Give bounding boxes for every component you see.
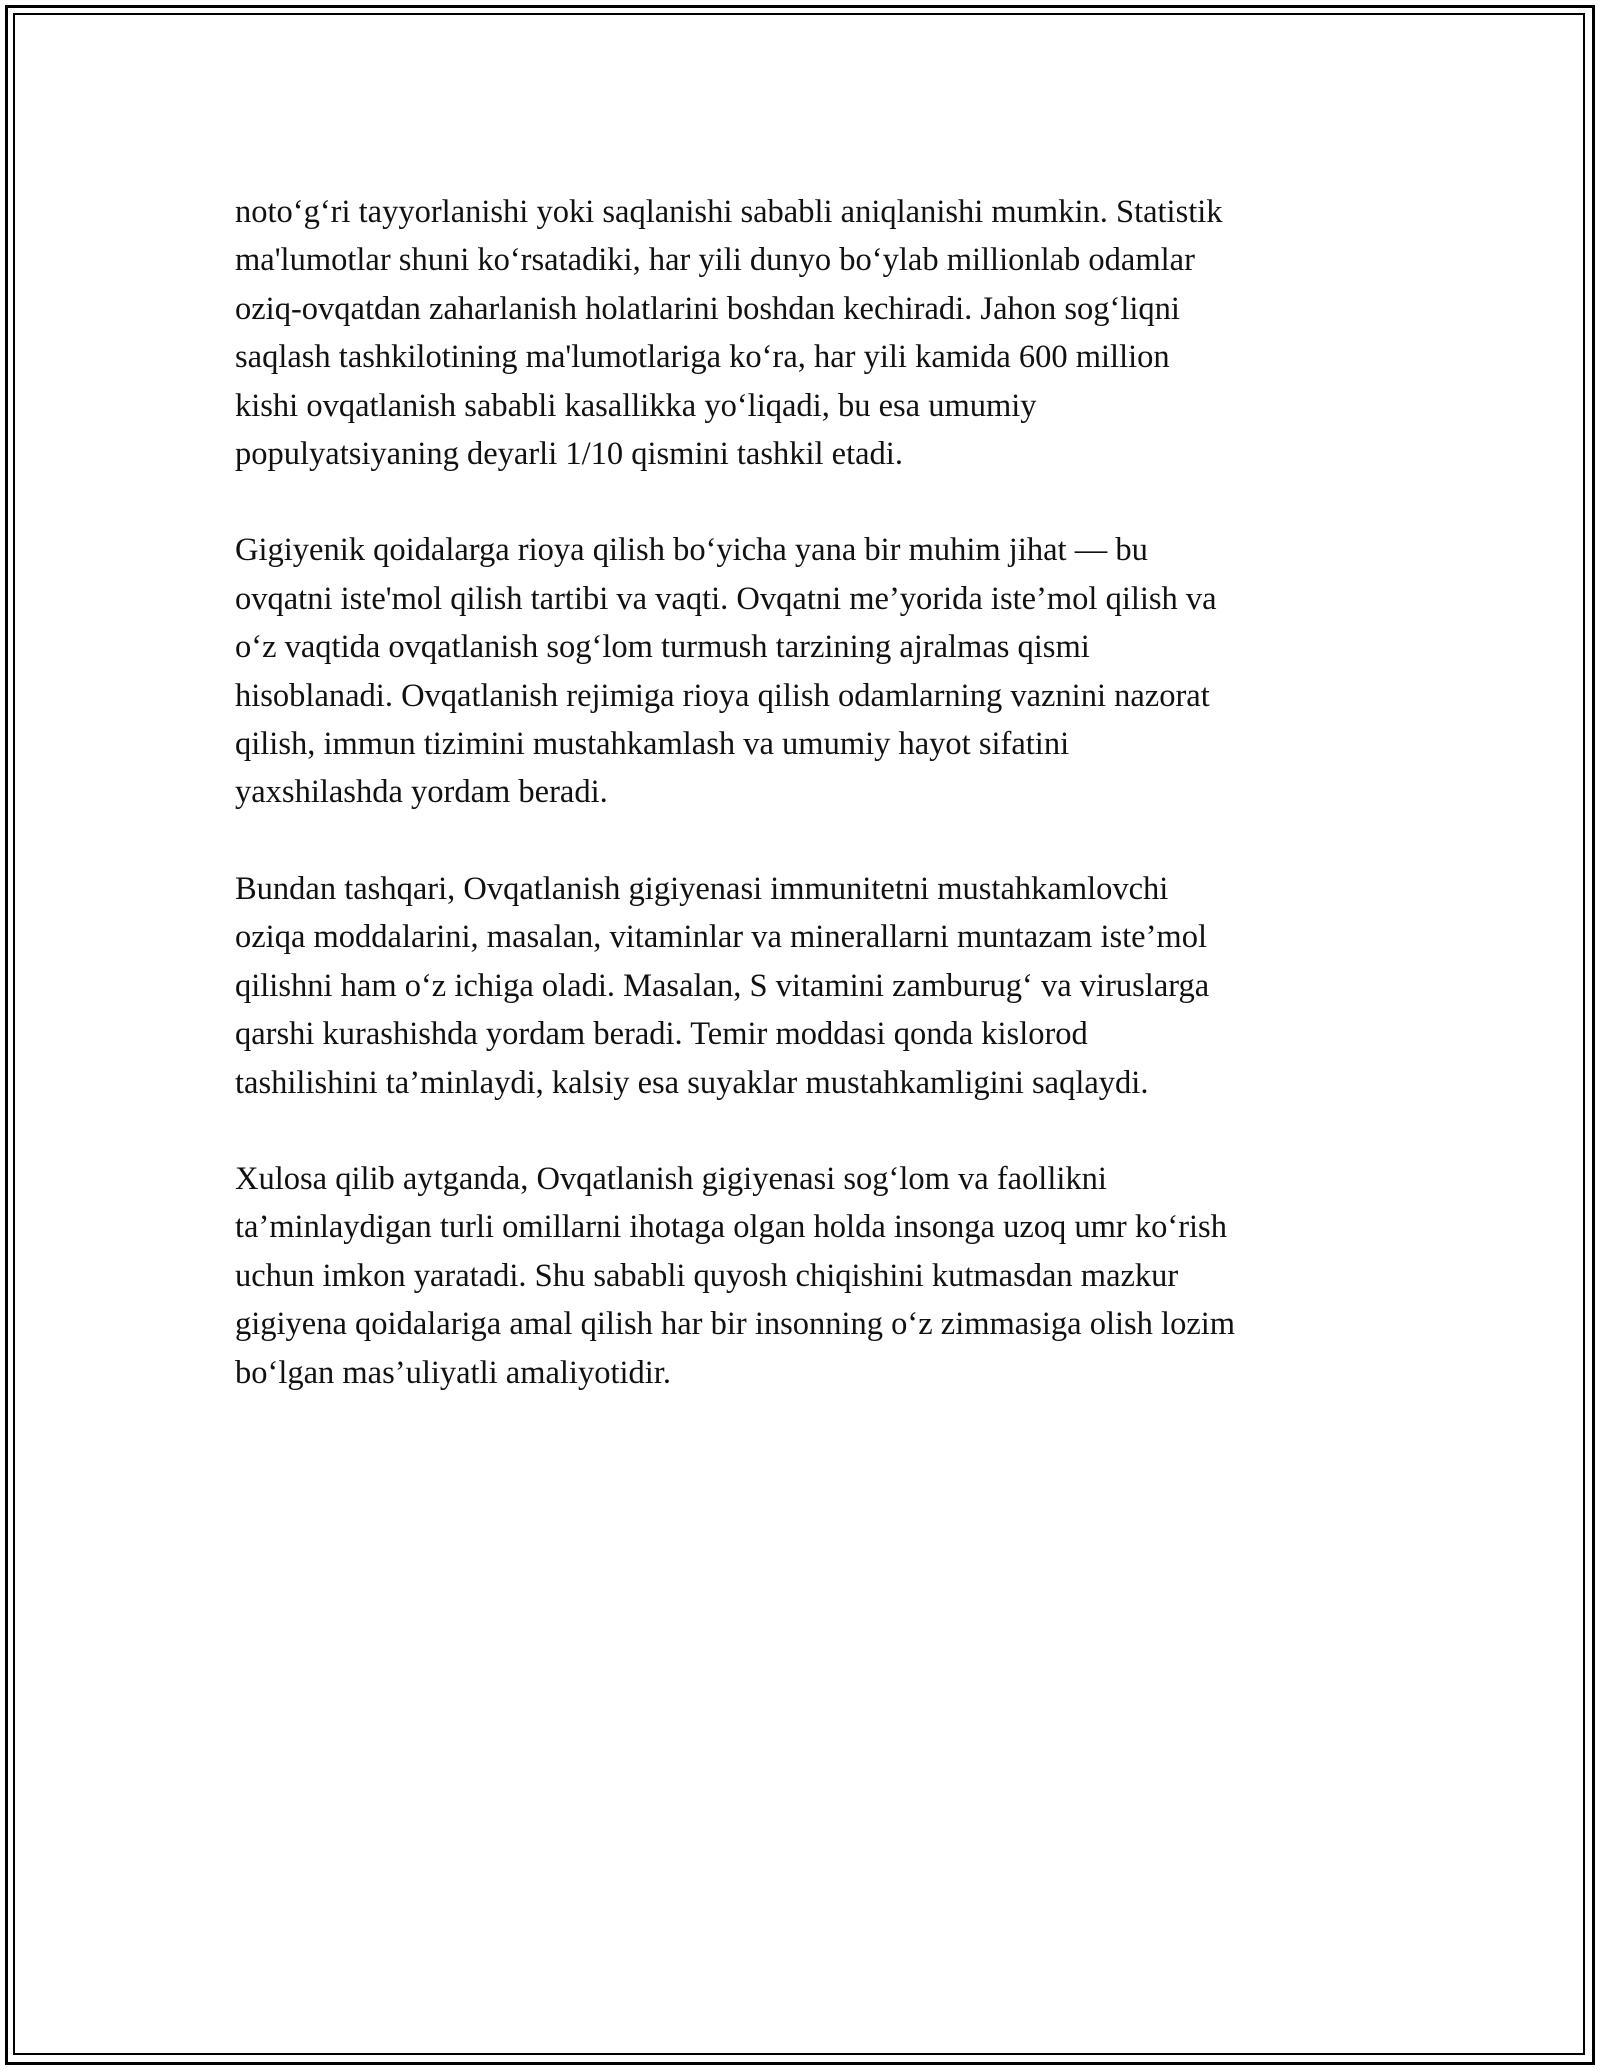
document-body xyxy=(235,188,1385,1445)
text-line: qilishni ham o‘z ichiga oladi. Masalan, S vitamini zamburug‘ va viruslarga xyxy=(235,967,1210,1004)
text-line: uchun imkon yaratadi. Shu sababli quyosh chiqishini kutmasdan mazkur xyxy=(235,1257,1179,1294)
text-line: gigiyena qoidalariga amal qilish har bir insonning o‘z zimmasiga olish lozim xyxy=(235,1306,1236,1343)
text-line: hisoblanadi. Ovqatlanish rejimiga rioya qilish odamlarning vaznini nazorat xyxy=(235,677,1210,714)
paragraph-conclusion xyxy=(235,1155,1385,1397)
text-line: qilish, immun tizimini mustahkamlash va umumiy hayot sifatini xyxy=(235,726,1070,763)
text-line: ma'lumotlar shuni ko‘rsatadiki, har yili dunyo bo‘ylab millionlab odamlar xyxy=(235,242,1195,279)
text-line: qarshi kurashishda yordam beradi. Temir moddasi qonda kislorod xyxy=(235,1016,1088,1053)
text-line: kishi ovqatlanish sababli kasallikka yo‘liqadi, bu esa umumiy xyxy=(235,387,1037,424)
text-line: populyatsiyaning deyarli 1/10 qismini tashkil etadi. xyxy=(235,436,903,473)
text-line: Xulosa qilib aytganda, Ovqatlanish gigiyenasi sog‘lom va faollikni xyxy=(235,1160,1107,1197)
text-line: Bundan tashqari, Ovqatlanish gigiyenasi immunitetni mustahkamlovchi xyxy=(235,870,1169,907)
text-line: Gigiyenik qoidalarga rioya qilish bo‘yicha yana bir muhim jihat — bu xyxy=(235,532,1148,569)
text-line: saqlash tashkilotining ma'lumotlariga ko‘ra, har yili kamida 600 million xyxy=(235,339,1170,376)
text-line: noto‘g‘ri tayyorlanishi yoki saqlanishi sababli aniqlanishi mumkin. Statistik xyxy=(235,194,1223,230)
paragraph-eating-schedule xyxy=(235,526,1385,816)
paragraph-food-poisoning-statistics xyxy=(235,188,1385,478)
text-line: tashilishini ta’minlaydi, kalsiy esa suyaklar mustahkamligini saqlaydi. xyxy=(235,1064,1149,1101)
paragraph-nutrients-immunity xyxy=(235,865,1385,1107)
text-line: yaxshilashda yordam beradi. xyxy=(235,774,608,811)
text-line: ovqatni iste'mol qilish tartibi va vaqti. Ovqatni me’yorida iste’mol qilish va xyxy=(235,580,1217,617)
text-line: ta’minlaydigan turli omillarni ihotaga olgan holda insonga uzoq umr ko‘rish xyxy=(235,1209,1227,1246)
text-line: bo‘lgan mas’uliyatli amaliyotidir. xyxy=(235,1354,671,1391)
text-line: oziq-ovqatdan zaharlanish holatlarini boshdan kechiradi. Jahon sog‘liqni xyxy=(235,290,1180,327)
text-line: o‘z vaqtida ovqatlanish sog‘lom turmush tarzining ajralmas qismi xyxy=(235,629,1090,666)
text-line: oziqa moddalarini, masalan, vitaminlar va minerallarni muntazam iste’mol xyxy=(235,919,1207,956)
